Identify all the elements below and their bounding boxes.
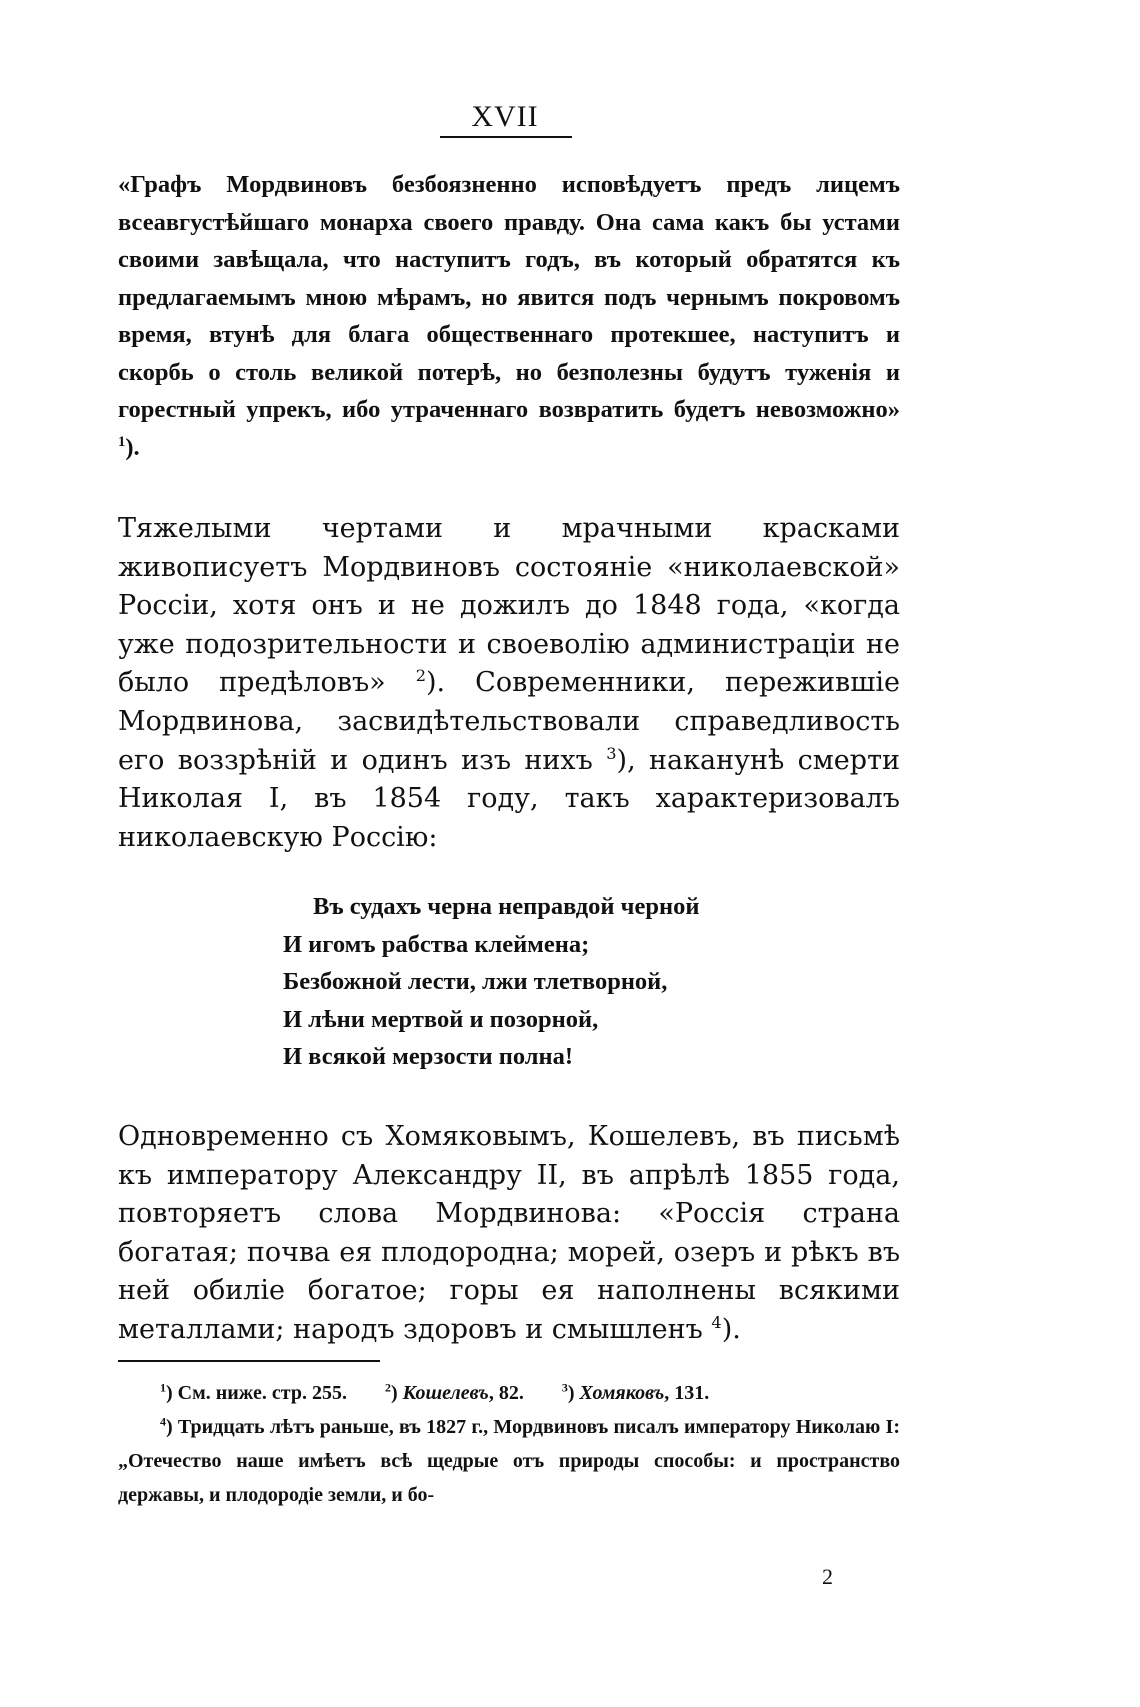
footnotes-line-1 (118, 1376, 900, 1410)
quote-text: «Графъ Мордвиновъ безбоязненно исповѣдуетъ предъ лицемъ всеавгустѣйшаго монарха своего правду. Она сама какъ бы устами своими завѣщала, что наступитъ годъ, въ который обратятся къ предлагаемымъ мною мѣрамъ, но явится подъ чернымъ покровомъ время, втунѣ для блага общественнаго протекшее, наступитъ и скорбь о столь великой потерѣ, но безполезны будутъ туженія и горестный упрекъ, ибо утраченнаго возвратить будетъ невозможно» (118, 171, 900, 423)
poem-line: Въ судахъ черна неправдой черной (313, 893, 700, 920)
poem-line: И всякой мерзости полна! (283, 1043, 574, 1070)
footnote-3-paren: ) (567, 1382, 580, 1404)
quote-tail: ). (125, 433, 140, 461)
para2-text: Одновременно съ Хомяковымъ, Кошелевъ, въ письмѣ къ императору Александру II, въ апрѣлѣ 1855 года, повторяетъ слова Мордвинова: «Россія страна богатая; почва ея плодородна; морей, озеръ и рѣкъ въ ней обиліе богатое; горы ея наполнены всякими металлами; народъ здоровъ и смышленъ (118, 1121, 900, 1345)
footnote-2-mark: 2 (384, 1380, 391, 1395)
poem-line: И игомъ рабства клеймена; (283, 930, 590, 958)
para1-part2: ). Современники, пережившіе Мордвинова, засвидѣтельствовали справедливость его воззрѣній и одинъ изъ нихъ (118, 667, 900, 776)
footnote-4-text: ) Тридцать лѣтъ раньше, въ 1827 г., Мордвиновъ писалъ императору Николаю I: „Отечество наше имѣетъ всѣ щедрые отъ природы способы: и пространство державы, и плодородіе земли, и бо- (118, 1416, 900, 1506)
footnote-3-author: Хомяковъ (579, 1382, 665, 1404)
footnote-3-text: , 131. (664, 1382, 710, 1404)
footnote-4-mark: 4 (160, 1414, 166, 1429)
para1-part1: Тяжелыми чертами и мрачными красками живописуетъ Мордвиновъ состояніе «николаевской» Россіи, хотя онъ и не дожилъ до 1848 года, «когда уже подозрительности и своеволію администраціи не было предѣловъ» (118, 513, 900, 699)
footnotes (118, 1376, 900, 1512)
footnote-3-mark: 3 (561, 1380, 568, 1395)
footnote-2-author: Кошелевъ (402, 1382, 489, 1404)
footnote-2-text: , 82. (488, 1382, 524, 1404)
footnote-separator-rule (118, 1360, 380, 1362)
body-paragraph-2 (118, 1118, 900, 1350)
poem-line: Безбожной лести, лжи тлетворной, (283, 968, 668, 995)
poem-block (283, 888, 843, 1076)
footnote-4 (118, 1410, 900, 1512)
footnote-ref-4[interactable]: 4 (711, 1312, 722, 1332)
poem-line: И лѣни мертвой и позорной, (283, 1005, 599, 1033)
footnote-1-text: ) См. ниже. стр. 255. (166, 1382, 347, 1404)
footnote-ref-2[interactable]: 2 (415, 666, 427, 686)
page-header-roman-numeral: XVII (471, 100, 539, 133)
body-paragraph-1 (118, 510, 900, 857)
footnote-ref-1[interactable]: 1 (118, 433, 126, 450)
footnote-1-mark: 1 (160, 1380, 166, 1395)
para2-tail: ). (721, 1313, 741, 1345)
quotation-paragraph (118, 166, 900, 466)
footnote-ref-3[interactable]: 3 (606, 743, 617, 763)
header-rule (440, 136, 572, 138)
page-number: 2 (822, 1564, 833, 1589)
para1-part3: ), наканунѣ смерти Николая I, въ 1854 году, такъ характеризовалъ николаевскую Россію: (118, 744, 901, 853)
footnote-2-paren: ) (390, 1382, 403, 1404)
